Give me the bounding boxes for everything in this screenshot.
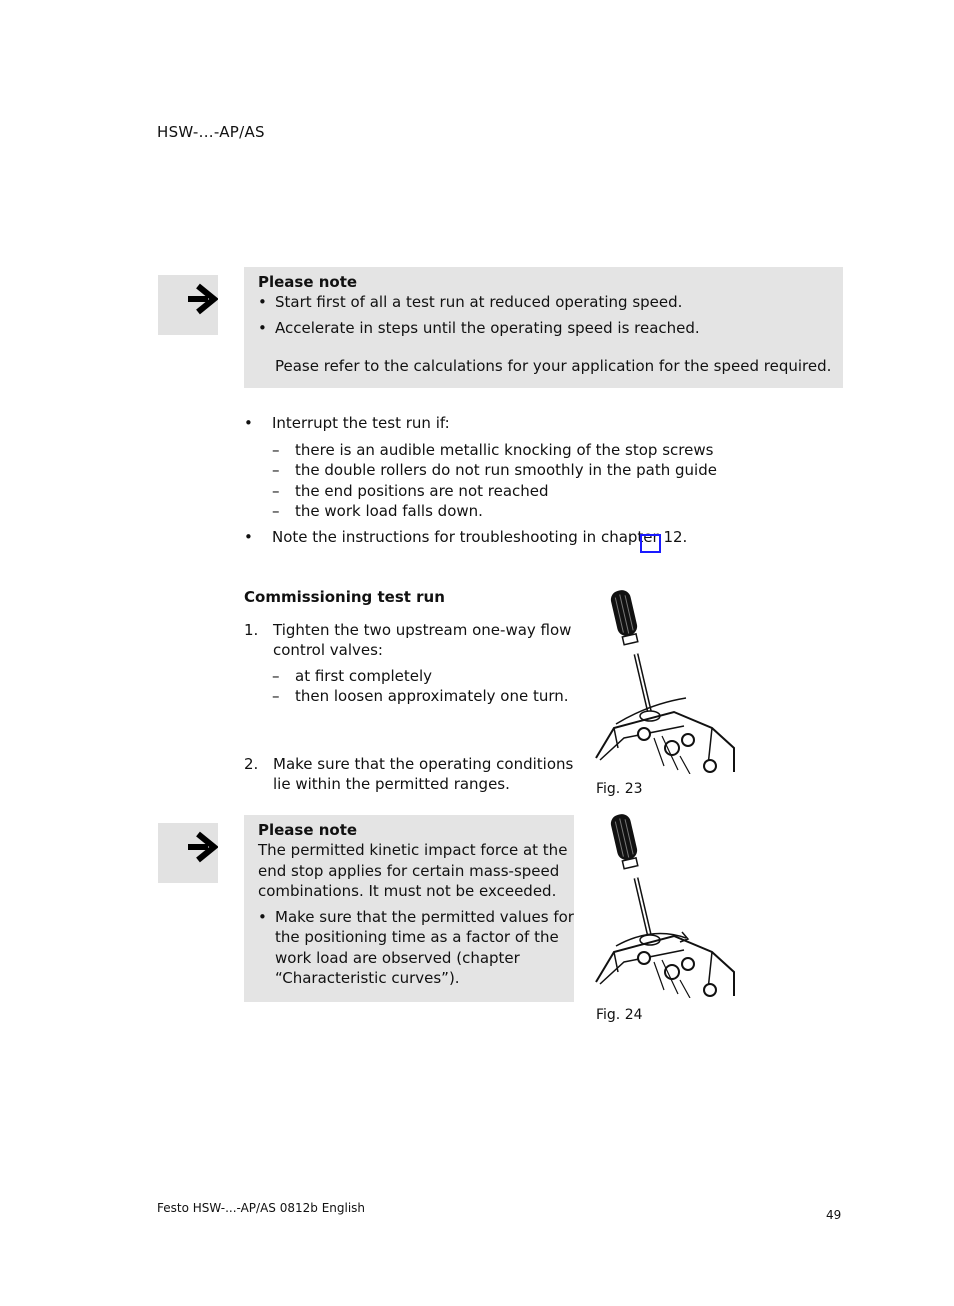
step-text: Tighten the two upstream one-way flow bbox=[273, 621, 572, 639]
note-arrow-icon bbox=[158, 823, 218, 883]
figure-caption: Fig. 24 bbox=[596, 1007, 643, 1023]
note-bullet-line: Make sure that the permitted values for bbox=[275, 908, 574, 926]
note-text-line: combinations. It must not be exceeded. bbox=[258, 882, 557, 900]
page-number: 49 bbox=[826, 1208, 842, 1222]
note-title: Please note bbox=[258, 821, 358, 839]
step-text: lie within the permitted ranges. bbox=[273, 775, 510, 793]
step-number: 2. bbox=[244, 755, 259, 773]
figure-23-screwdriver-image bbox=[594, 588, 740, 774]
figure-caption: Fig. 23 bbox=[596, 781, 643, 797]
note-bullet-mark: • bbox=[258, 908, 267, 926]
note-title: Please note bbox=[258, 273, 358, 291]
figure-24-screwdriver-image bbox=[594, 812, 740, 998]
note-text-line: The permitted kinetic impact force at the bbox=[258, 841, 568, 859]
note-arrow-icon bbox=[158, 275, 218, 335]
note-bullet-line: work load are observed (chapter bbox=[275, 949, 520, 967]
note-bullet-line: “Characteristic curves”). bbox=[275, 969, 460, 987]
note-paragraph: Pease refer to the calculations for your application for the speed required. bbox=[275, 357, 832, 375]
note-bullet-line: the positioning time as a factor of the bbox=[275, 928, 559, 946]
note-box-1: Please note • Start first of all a test run at reduced operating speed. • Accelerate in steps until the operating speed is reached. Pease refer to the calculations for your application for the speed required. bbox=[244, 267, 843, 388]
footer-document-id: Festo HSW-...-AP/AS 0812b English bbox=[157, 1201, 366, 1215]
note-box-2 bbox=[244, 815, 574, 1002]
section-heading: Commissioning test run bbox=[244, 588, 445, 606]
step-number: 1. bbox=[244, 621, 259, 639]
step-text: control valves: bbox=[273, 641, 383, 659]
note-text-line: end stop applies for certain mass-speed bbox=[258, 862, 560, 880]
chapter-link[interactable] bbox=[640, 534, 661, 553]
header-title: HSW-...-AP/AS bbox=[157, 123, 265, 141]
step-text: Make sure that the operating conditions bbox=[273, 755, 574, 773]
